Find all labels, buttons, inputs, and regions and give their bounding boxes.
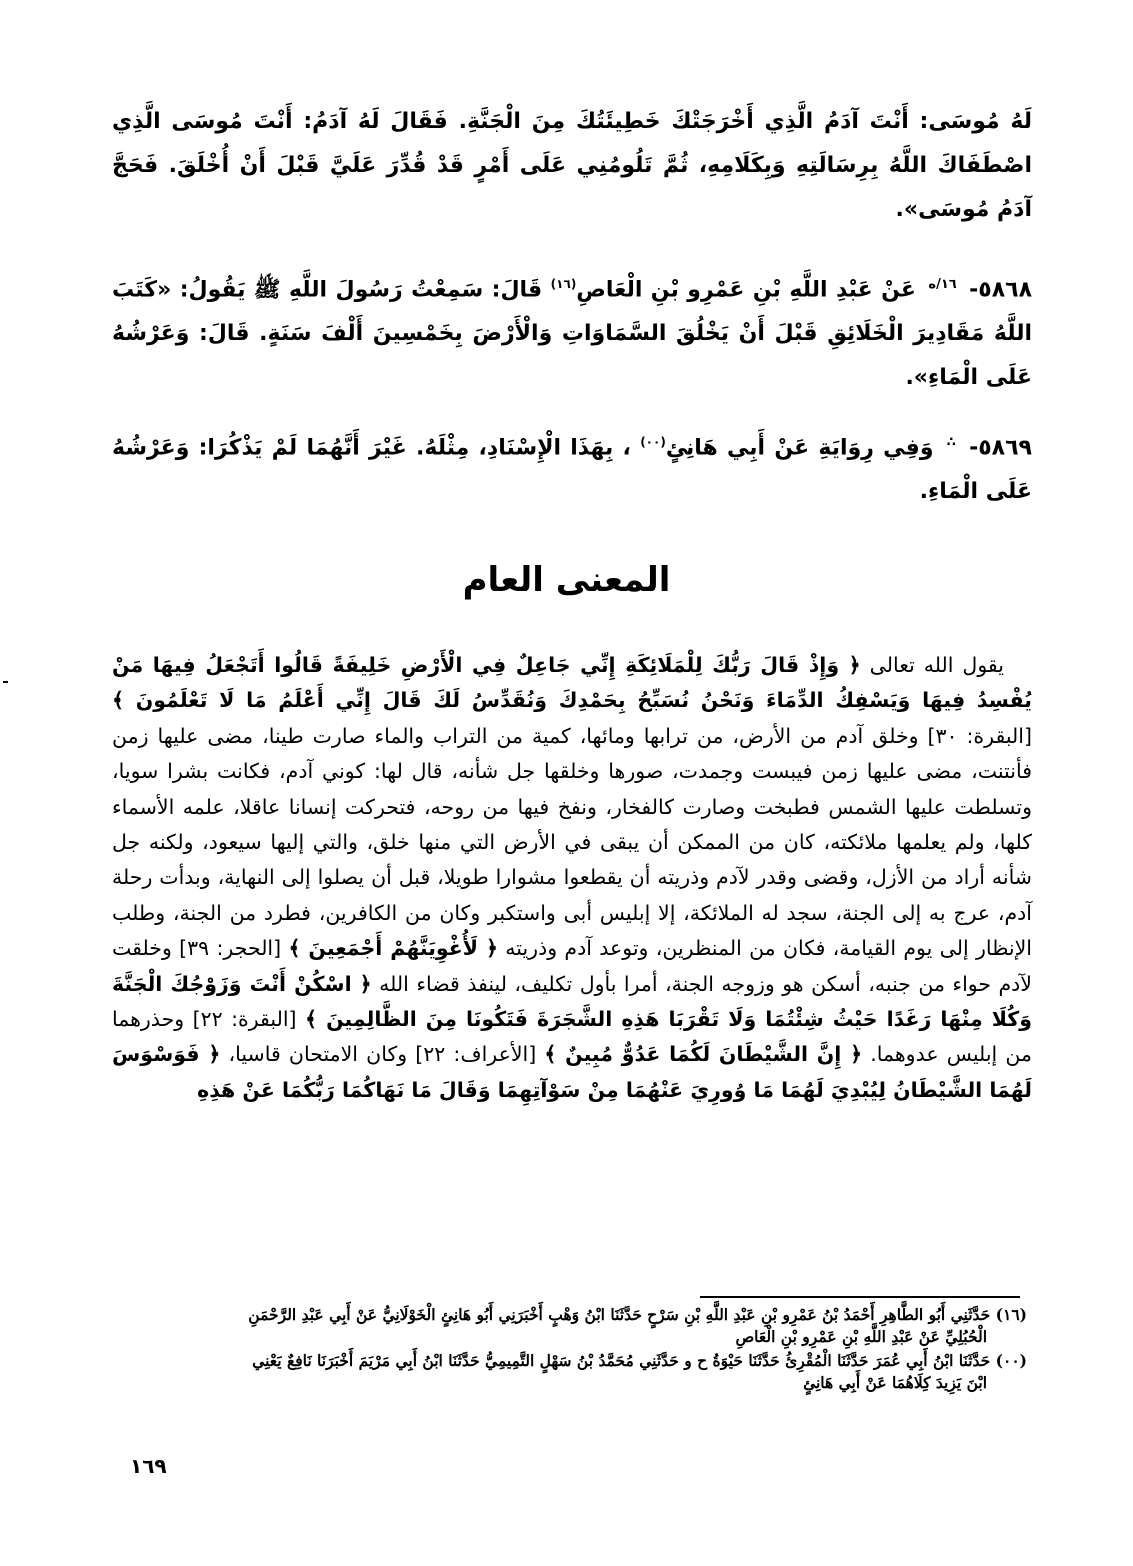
footnote-reference[interactable]: (٠٠): [640, 435, 666, 449]
margin-mark: [3, 681, 8, 683]
quran-quote: ﴿ فَوَسْوَسَ لَهُمَا الشَّيْطَانُ لِيُبْدِيَ لَهُمَا مَا وُورِيَ عَنْهُمَا مِنْ سَوْآتِهِمَا وَقَالَ مَا نَهَاكُمَا رَبُّكُمَا عَنْ هَذِهِ: [112, 1042, 1032, 1102]
footnotes: [112, 1304, 1027, 1396]
page-number: ١٦٩: [130, 1454, 167, 1478]
hadith-text-after-ref: ، بِهَذَا الْإِسْنَادِ، مِثْلَهُ. غَيْرَ أَنَّهُمَا لَمْ يَذْكُرَا: وَعَرْشُهُ عَلَى الْمَاءِ.: [112, 435, 1032, 505]
paragraph-text: [البقرة: ٣٠] وخلق آدم من الأرض، من ترابها ومائها، كمية من التراب والماء صارت طينا، مضى عليها زمن فأنتنت، مضى عليها زمن فيبست وجمدت، صورها وخلقها جل شأنه، قال لها: كوني آدم، فكانت بشرا سويا، وتسلطت عليها الشمس فطبخت وصارت كالفخار، ونفخ فيها من روحه، فتحركت إنسانا عاقلا، علمه الأسماء كلها، ولم يعلمها ملائكته، كان من الممكن أن يبقى في الأرض التي منها خلق، والتي إليها سيعود، ولكنه جل شأنه أراد من الأزل، وقضى وقدر لآدم وذريته أن يقطعوا مشوارا طويلا، قبل أن يصلوا إلى النهاية، وبدأت رحلة آدم، عرج به إلى الجنة، سجد له الملائكة، إلا إبليس أبى واستكبر وكان من الكافرين، فطرد من الجنة، وطلب الإنظار إلى يوم القيامة، فكان من المنظرين، وتوعد آدم وذريته: [112, 723, 1032, 961]
paragraph-text: يقول الله تعالى: [869, 653, 1004, 677]
footnote-00: [112, 1350, 1027, 1394]
hadith-number: ٥٨٦٨-: [969, 277, 1033, 303]
paragraph-text: [الحجر: ٣٩] وخلقت لآدم حواء من جنبه، أسكن هو وزوجه الجنة، أمرا بأول تكليف، لينفذ قضاء الله: [112, 936, 1032, 996]
hadith-text-after-ref: قَالَ: سَمِعْتُ رَسُولَ اللَّهِ ﷺ يَقُولُ: «كَتَبَ اللَّهُ مَقَادِيرَ الْخَلَائِقِ قَبْلَ أَنْ يَخْلُقَ السَّمَاوَاتِ وَالْأَرْضَ بِخَمْسِينَ أَلْفَ سَنَةٍ. قَالَ: وَعَرْشُهُ عَلَى الْمَاءِ».: [112, 277, 1032, 391]
hadith-text-before-ref: وَفِي رِوَايَةِ عَنْ أَبِي هَانِئٍ: [665, 435, 934, 461]
footnote-reference[interactable]: (١٦): [550, 277, 577, 291]
paragraph-text: [الأعراف: ٢٢] وكان الامتحان قاسيا،: [228, 1042, 537, 1067]
footnote-text-continued: الْحُبُلِيِّ عَنْ عَبْدِ اللَّهِ بْنِ عَمْرِو بْنِ الْعَاصِ: [735, 1327, 987, 1346]
paragraph-text: [البقرة: ٢٢] وحذرهما من إبليس عدوهما.: [112, 1007, 1032, 1067]
hadith-text: لَهُ مُوسَى: أَنْتَ آدَمُ الَّذِي أَخْرَجَتْكَ خَطِيئَتُكَ مِنَ الْجَنَّةِ. فَقَالَ لَهُ آدَمُ: أَنْتَ مُوسَى الَّذِي اصْطَفَاكَ اللَّهُ بِرِسَالَتِهِ وَبِكَلَامِهِ، ثُمَّ تَلُومُنِي عَلَى أَمْرٍ قَدْ قُدِّرَ عَلَيَّ قَبْلَ أَنْ أُخْلَقَ. فَحَجَّ آدَمُ مُوسَى».: [112, 109, 1032, 222]
footnote-text-continued: ابْنَ يَزِيدَ كِلَاهُمَا عَنْ أَبِي هَانِئٍ: [803, 1373, 987, 1392]
hadith-text-before-ref: عَنْ عَبْدِ اللَّهِ بْنِ عَمْرِو بْنِ الْعَاصِ: [576, 277, 916, 303]
quran-quote: ﴿ لَأُغْوِيَنَّهُمْ أَجْمَعِينَ ﴾: [288, 936, 498, 961]
footnote-text: حَدَّثَنَا ابْنُ أَبِي عُمَرَ حَدَّثَنَا الْمُقْرِئُ حَدَّثَنَا حَيْوَةُ ح و حَدَّثَنِي مُحَمَّدُ بْنُ سَهْلٍ التَّمِيمِيُّ حَدَّثَنَا ابْنُ أَبِي مَرْيَمَ أَخْبَرَنَا نَافِعٌ يَعْنِي: [252, 1351, 991, 1370]
hadith-continuation: [112, 100, 1032, 232]
general-meaning-paragraph: [112, 648, 1032, 1108]
narration-symbol: ١٦/ه: [928, 277, 957, 292]
quran-quote: ﴿ إِنَّ الشَّيْطَانَ لَكُمَا عَدُوٌّ مُبِينٌ ﴾: [544, 1042, 863, 1067]
footnote-marker: (١٦): [995, 1305, 1027, 1324]
footnote-divider: [700, 1296, 1020, 1298]
quran-quote: ﴿ اسْكُنْ أَنْتَ وَزَوْجُكَ الْجَنَّةَ وَكُلَا مِنْهَا رَغَدًا حَيْثُ شِئْتُمَا وَلَا تَقْرَبَا هَذِهِ الشَّجَرَةَ فَتَكُونَا مِنَ الظَّالِمِينَ ﴾: [112, 971, 1032, 1032]
hadith-number: ٥٨٦٩-: [969, 435, 1032, 461]
hadith-5868: [112, 262, 1032, 400]
quran-quote: ﴿ وَإِذْ قَالَ رَبُّكَ لِلْمَلَائِكَةِ إِنِّي جَاعِلٌ فِي الْأَرْضِ خَلِيفَةً قَالُوا أَتَجْعَلُ فِيهَا مَنْ يُفْسِدُ فِيهَا وَيَسْفِكُ الدِّمَاءَ وَنَحْنُ نُسَبِّحُ بِحَمْدِكَ وَنُقَدِّسُ لَكَ قَالَ إِنِّي أَعْلَمُ مَا لَا تَعْلَمُونَ ﴾: [112, 653, 1032, 713]
narration-symbol: ∴: [946, 435, 956, 450]
footnote-text: حَدَّثَنِي أَبُو الطَّاهِرِ أَحْمَدُ بْنُ عَمْرِو بْنِ عَبْدِ اللَّهِ بْنِ سَرْحٍ حَدَّثَنَا ابْنُ وَهْبٍ أَخْبَرَنِي أَبُو هَانِئٍ الْخَوْلَانِيُّ عَنْ أَبِي عَبْدِ الرَّحْمَنِ: [248, 1305, 991, 1324]
section-title: المعنى العام: [462, 560, 671, 600]
footnote-marker: (٠٠): [995, 1351, 1027, 1370]
hadith-5869: [112, 420, 1032, 514]
footnote-16: [112, 1304, 1027, 1348]
